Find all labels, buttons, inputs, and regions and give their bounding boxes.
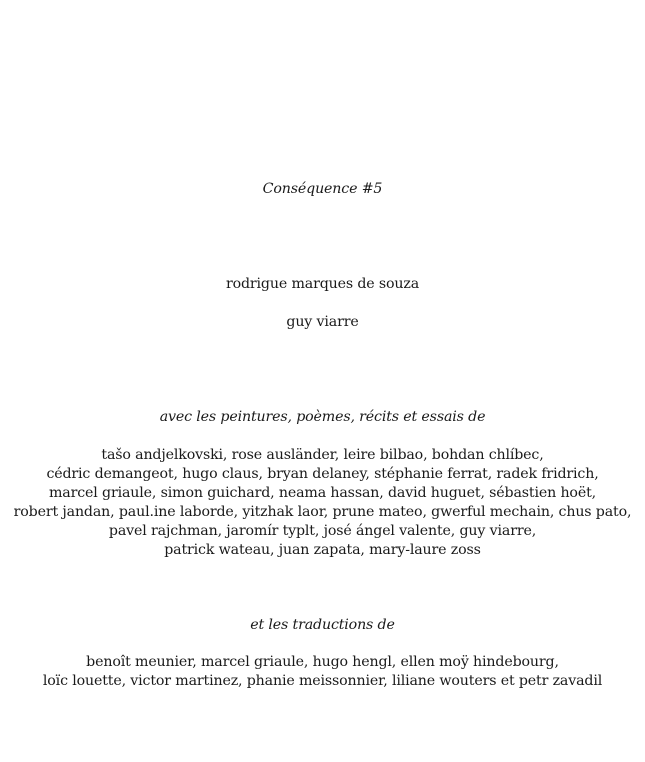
translators-line: loïc louette, victor martinez, phanie meissonnier, liliane wouters et petr zavadil bbox=[42, 673, 603, 689]
book-title: Conséquence #5 bbox=[262, 181, 383, 197]
contributors-line: marcel griaule, simon guichard, neama hassan, david huguet, sébastien hoët, bbox=[49, 485, 596, 501]
contributors-line: cédric demangeot, hugo claus, bryan delaney, stéphanie ferrat, radek fridrich, bbox=[46, 466, 599, 482]
contributors-line: tašo andjelkovski, rose ausländer, leire bilbao, bohdan chlíbec, bbox=[101, 447, 544, 463]
contributors-line: patrick wateau, juan zapata, mary-laure zoss bbox=[164, 542, 481, 558]
translators-list bbox=[0, 653, 645, 691]
contributors-line: robert jandan, paul.ine laborde, yitzhak laor, prune mateo, gwerful mechain, chus pato, bbox=[13, 504, 632, 520]
contributors-line: pavel rajchman, jaromír typlt, josé ángel valente, guy viarre, bbox=[108, 523, 537, 539]
author-name: rodrigue marques de souza bbox=[225, 276, 420, 292]
translators-line: benoît meunier, marcel griaule, hugo hengl, ellen moÿ hindebourg, bbox=[86, 654, 559, 670]
author-name: guy viarre bbox=[286, 314, 359, 330]
contributors-heading: avec les peintures, poèmes, récits et essais de bbox=[159, 409, 486, 425]
contributors-list bbox=[0, 446, 645, 560]
translators-heading: et les traductions de bbox=[250, 617, 395, 633]
